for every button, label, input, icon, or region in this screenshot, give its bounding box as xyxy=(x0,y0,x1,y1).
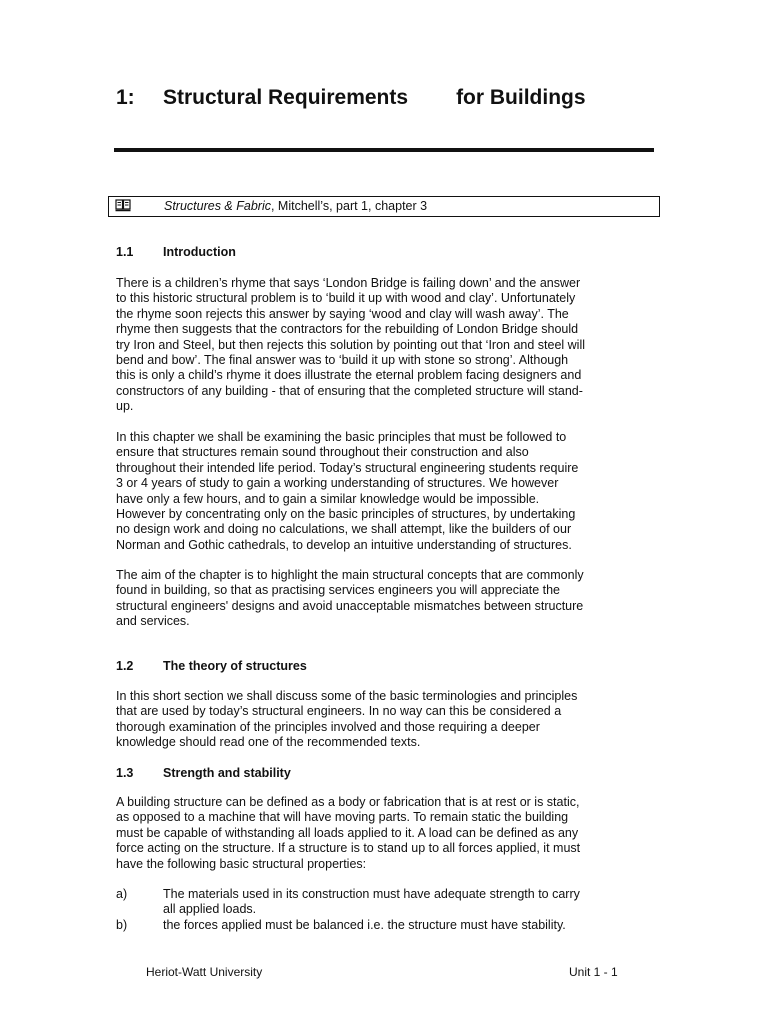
text-line: to this historic structural problem is to ‘build it up with wood and clay’. Unfortunately xyxy=(116,291,576,306)
section-title: Introduction xyxy=(163,245,236,259)
text-line: the forces applied must be balanced i.e. the structure must have stability. xyxy=(163,918,566,932)
list-marker: a) xyxy=(116,887,128,901)
text-line: have the following basic structural properties: xyxy=(116,856,367,871)
section-title: Strength and stability xyxy=(163,766,291,780)
text-line: constructors of any building - that of ensuring that the completed structure will stand- xyxy=(116,383,583,398)
text-line: try Iron and Steel, but then rejects this solution by pointing out that ‘Iron and steel will xyxy=(116,337,586,352)
theory-paragraph xyxy=(116,689,656,751)
text-line: as opposed to a machine that will have moving parts. To remain static the building xyxy=(116,810,569,825)
strength-paragraph xyxy=(116,795,656,872)
text-line: knowledge should read one of the recommended texts. xyxy=(116,735,421,750)
text-line: no design work and doing no calculations, we shall attempt, like the builders of our xyxy=(116,522,572,537)
text-line: The aim of the chapter is to highlight the main structural concepts that are commonly xyxy=(116,568,584,582)
text-line: bend and bow’. The final answer was to ‘build it up with stone so strong’. Although xyxy=(116,353,569,368)
section-heading-1-3 xyxy=(116,766,291,780)
chapter-title xyxy=(116,86,586,110)
section-number: 1.2 xyxy=(116,659,134,673)
reference-text xyxy=(164,199,427,213)
text-line: the rhyme soon rejects this answer by saying ‘wood and clay will wash away’. The xyxy=(116,306,569,321)
text-line: structural engineers' designs and avoid unacceptable mismatches between structure xyxy=(116,598,584,613)
text-line: thorough examination of the principles involved and those requiring a deeper xyxy=(116,719,540,734)
text-line: have only a few hours, and to gain a similar knowledge would be impossible. xyxy=(116,491,540,506)
chapter-number: 1: xyxy=(116,86,135,109)
text-line: found in building, so that as practising services engineers you will appreciate the xyxy=(116,583,561,598)
text-line: In this chapter we shall be examining the basic principles that must be followed to xyxy=(116,430,567,444)
intro-paragraph-2 xyxy=(116,430,656,553)
section-title: The theory of structures xyxy=(163,659,307,673)
reference-box xyxy=(108,196,660,217)
text-line: throughout their intended life period. Today’s structural engineering students require xyxy=(116,460,579,475)
intro-paragraph-1 xyxy=(116,276,656,415)
list-text xyxy=(163,918,566,933)
section-heading-1-1 xyxy=(116,245,236,259)
text-line: up. xyxy=(116,399,134,414)
text-line: However by concentrating only on the basic principles of structures, by undertaking xyxy=(116,507,576,522)
text-line: There is a children’s rhyme that says ‘London Bridge is failing down’ and the answer xyxy=(116,276,581,290)
text-line: ensure that structures remain sound throughout their construction and also xyxy=(116,445,529,460)
text-line: rhyme then suggests that the contractors for the rebuilding of London Bridge should xyxy=(116,322,579,337)
text-line: force acting on the structure. If a structure is to stand up to all forces applied, it must xyxy=(116,841,581,856)
text-line: this is only a child’s rhyme it does illustrate the eternal problem facing designers and xyxy=(116,368,582,383)
footer-institution: Heriot-Watt University xyxy=(146,965,263,979)
reference-details: , Mitchell’s, part 1, chapter 3 xyxy=(270,199,428,213)
text-line: all applied loads. xyxy=(163,902,257,917)
text-line: The materials used in its construction must have adequate strength to carry xyxy=(163,887,580,901)
text-line: must be capable of withstanding all loads applied to it. A load can be defined as any xyxy=(116,825,579,840)
chapter-title-part2: for Buildings xyxy=(456,86,586,109)
book-icon xyxy=(115,199,131,212)
text-line: A building structure can be defined as a body or fabrication that is at rest or is static, xyxy=(116,795,580,809)
text-line: that are used by today’s structural engineers. In no way can this be considered a xyxy=(116,704,562,719)
text-line: and services. xyxy=(116,614,190,629)
list-marker: b) xyxy=(116,918,128,932)
footer-page-number: Unit 1 - 1 xyxy=(569,965,618,979)
section-number: 1.1 xyxy=(116,245,134,259)
section-number: 1.3 xyxy=(116,766,134,780)
intro-paragraph-3 xyxy=(116,568,656,630)
section-heading-1-2 xyxy=(116,659,307,673)
text-line: Norman and Gothic cathedrals, to develop an intuitive understanding of structures. xyxy=(116,537,572,552)
list-text xyxy=(163,887,580,918)
text-line: 3 or 4 years of study to gain a working understanding of structures. We however xyxy=(116,476,559,491)
title-rule xyxy=(114,148,654,152)
chapter-title-part1: Structural Requirements xyxy=(163,86,409,109)
reference-title: Structures & Fabric xyxy=(164,199,271,213)
text-line: In this short section we shall discuss some of the basic terminologies and principles xyxy=(116,689,578,703)
